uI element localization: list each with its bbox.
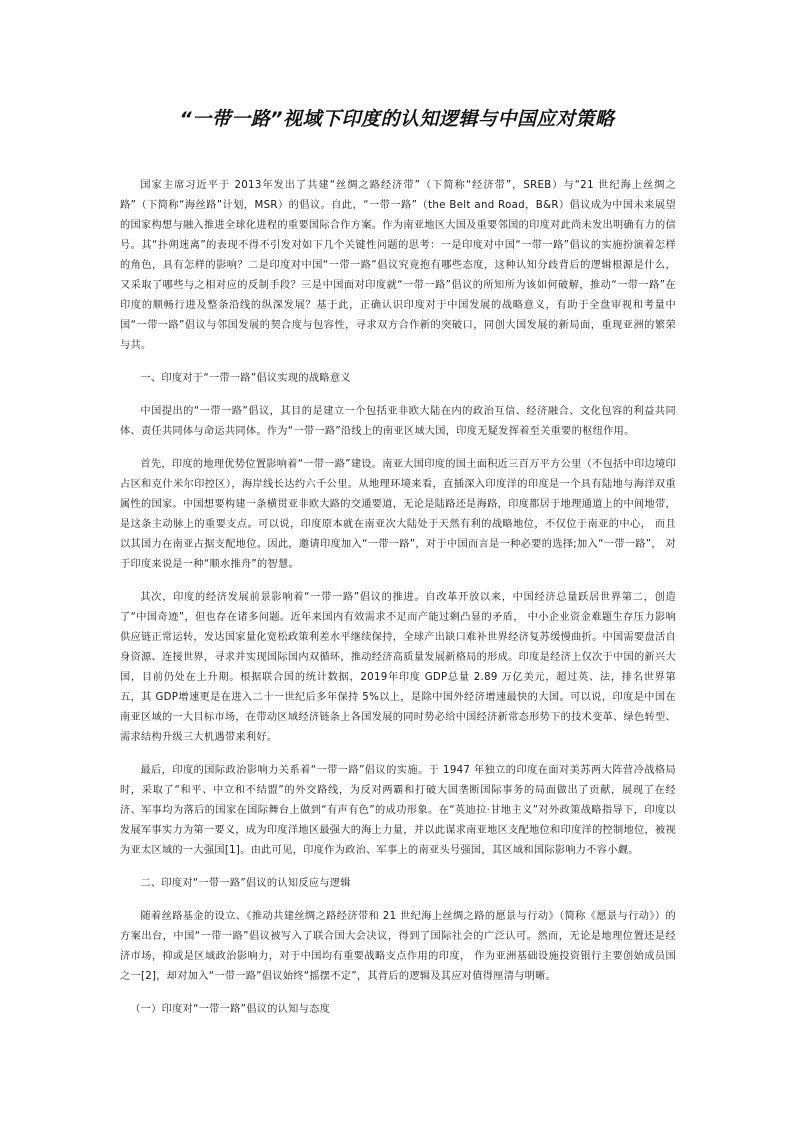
paragraph: 随着丝路基金的设立、《推动共建丝绸之路经济带和 21 世纪海上丝绸之路的愿景与行动》（简称《愿景与行动》）的方案出台，中国“一带一路”倡议被写入了联合国大会决议，得到了国际社会的广泛认可。然而，无论是地理位置还是经济市场，抑或是区域政治影响力，对于中国均有重要战略支点作用的印度， 作为亚洲基础设施投资银行主要创始成员国之一[2]，却对加入“一带一路”倡议始终“摇摆不定”，其背后的逻辑及其应对值得厘清与明晰。: [120, 911, 676, 982]
paragraph: 最后，印度的国际政治影响力关系着“一带一路”倡议的实施。于 1947 年独立的印度在面对美苏两大阵营冷战格局时，采取了“和平、中立和不结盟”的外交路线，为反对两霸和打破大国垄断国际事务的局面做出了贡献，展现了在经济、军事均为落后的国家在国际舞台上做到“有声有色”的成功形象。在“英迪拉·甘地主义”对外政策战略指导下，印度以发展军事实力为第一要义，成为印度洋地区最强大的海上力量，并以此谋求南亚地区支配地位和印度洋的控制地位，被视为亚太区域的一大强国[1]。由此可见，印度作为政治、军事上的南亚头号强国，其区域和国际影响力不容小觑。: [120, 765, 676, 856]
section-heading-1: 一、印度对于“一带一路”倡议实现的战略意义: [140, 373, 351, 384]
paragraph: 中国提出的“一带一路”倡议，其目的是建立一个包括亚非欧大陆在内的政治互信、经济融合、文化包容的利益共同体、责任共同体与命运共同体。作为“一带一路”沿线上的南亚区域大国，印度无疑发挥着至关重要的枢纽作用。: [120, 406, 676, 437]
subsection-heading: （一）印度对“一带一路”倡议的认知与态度: [130, 1004, 331, 1015]
paragraph: 其次，印度的经济发展前景影响着“一带一路”倡议的推进。自改革开放以来，中国经济总量跃居世界第二，创造了“中国奇迹”，但也存在诸多问题。近年来国内有效需求不足而产能过剩凸显的矛盾， 中小企业资金难题生存压力影响供应链正常运转，发达国家量化宽松政策利差水平继续保持，全球产出缺口难补世界经济复苏缓慢曲折。中国需要盘活自身资源、连接世界，寻求并实现国际国内双循环，推动经济高质量发展新格局的形成。印度是经济上仅次于中国的新兴大国，目前仍处在上升期。根据联合国的统计数据，2019年印度 GDP总量 2.89 万亿美元，超过英、法，排名世界第五，其 GDP增速更是在进入二十一世纪后多年保持 5%以上，是除中国外经济增速最快的大国。可以说，印度是中国在南亚区域的一大目标市场，在带动区域经济链条上各国发展的同时势必给中国经济新常态形势下的技术变革、绿色转型、需求结构升级三大机遇带来利好。: [120, 592, 676, 743]
section-heading-2: 二、印度对“一带一路”倡议的认知反应与逻辑: [140, 878, 351, 889]
document-body: [120, 176, 676, 1020]
document-title: “一带一路”视域下印度的认知逻辑与中国应对策略: [179, 108, 615, 130]
paragraph-intro: 国家主席习近平于 2013年发出了共建“丝绸之路经济带”（下简称“经济带”，SREB）与“21 世纪海上丝绸之路”（下简称“海丝路”计划，MSR）的倡议。自此，“一带一路”（the Belt and Road，B&R）倡议成为中国未来展望的国家构想与融入推进全球化进程的重要国际合作方案。作为南亚地区大国及重要邻国的印度对此尚未发出明确有力的信号。其“扑朔迷离”的表现不得不引发对如下几个关键性问题的思考：一是印度对中国“一带一路”倡议的实施扮演着怎样的角色，具有怎样的影响？二是印度对中国“一带一路”倡议究竟抱有哪些态度，这种认知分歧背后的逻辑根源是什么，又采取了哪些与之相对应的反制手段？三是中国面对印度就“一带一路”倡议的所知所为该如何破解，推动“一带一路”在印度的顺畅行进及整条沿线的纵深发展？基于此，正确认识印度对于中国发展的战略意义，有助于全盘审视和考量中国“一带一路”倡议与邻国发展的契合度与包容性，寻求双方合作新的突破口，同创大国发展的新局面，重现亚洲的繁荣与共。: [120, 180, 676, 351]
paragraph: 首先，印度的地理优势位置影响着“一带一路”建设。南亚大国印度的国土面积近三百万平方公里（不包括中印边境印占区和克什米尔印控区），海岸线长达约六千公里。从地理环境来看，直插深入印度洋的印度是一个具有陆地与海洋双重属性的国家。中国想要构建一条横贯亚非欧大路的交通要道，无论是陆路还是海路，印度都居于地理通道上的中间地带，是这条主动脉上的重要支点。可以说，印度原本就在南亚次大陆处于天然有利的战略地位，不仅位于南亚的中心， 而且以其国力在南亚占据支配地位。因此，邀请印度加入“一带一路”，对于中国而言是一种必要的选择;加入“一带一路”， 对于印度来说是一种“顺水推舟”的智慧。: [120, 459, 676, 570]
